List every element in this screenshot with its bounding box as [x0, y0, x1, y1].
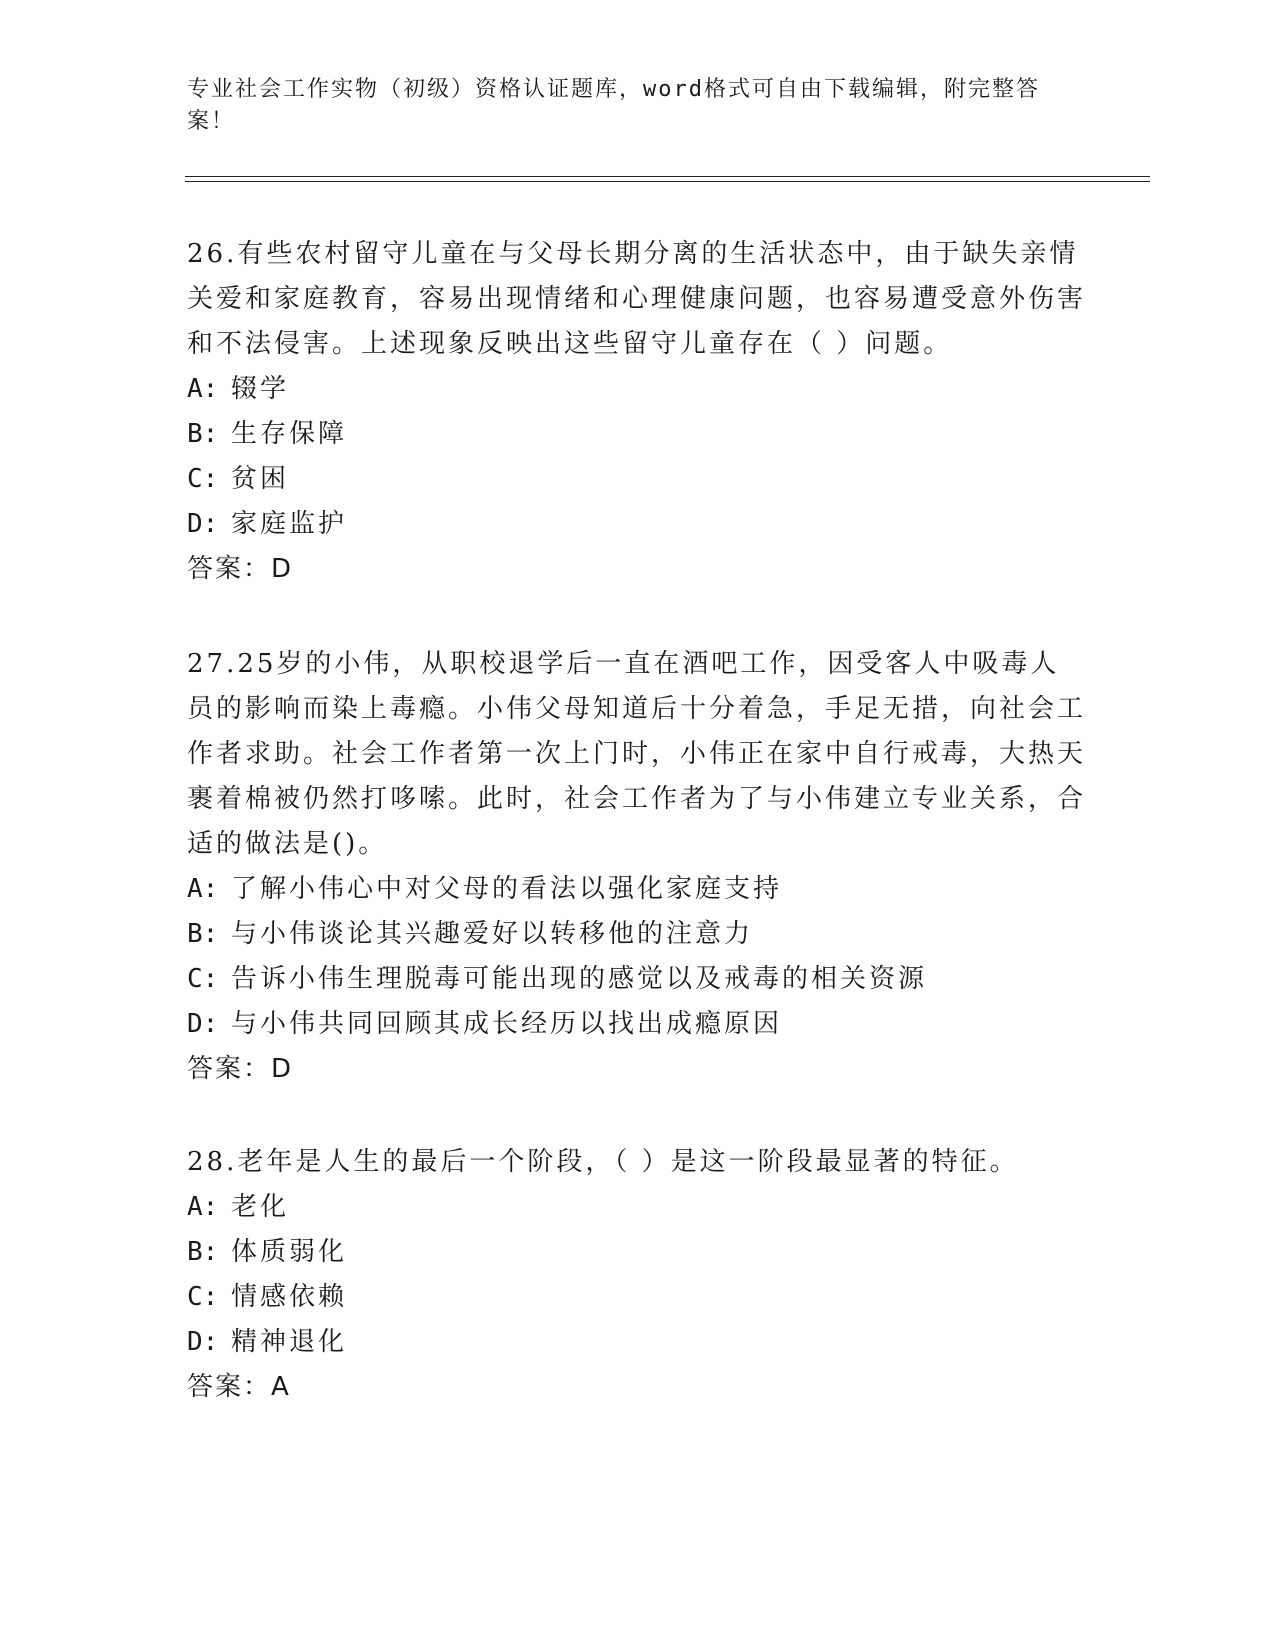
question-27 — [187, 642, 1087, 1092]
option-d — [187, 1002, 1087, 1047]
option-text: 生存保障 — [231, 419, 348, 449]
option-b — [187, 1230, 1087, 1275]
document-header — [187, 74, 1067, 138]
option-key: B: — [187, 919, 219, 949]
option-text: 与小伟谈论其兴趣爱好以转移他的注意力 — [231, 919, 754, 949]
question-stem: 26.有些农村留守儿童在与父母长期分离的生活状态中，由于缺失亲情关爱和家庭教育，容易出现情绪和心理健康问题，也容易遭受意外伤害和不法侵害。上述现象反映出这些留守儿童存在（ ）问题。 — [187, 239, 1087, 359]
header-divider-bottom — [185, 181, 1150, 182]
option-text: 贫困 — [231, 464, 290, 494]
option-key: C: — [187, 464, 219, 494]
option-text: 情感依赖 — [231, 1282, 348, 1312]
option-text: 与小伟共同回顾其成长经历以找出成瘾原因 — [231, 1009, 783, 1039]
option-key: B: — [187, 1237, 219, 1267]
option-a — [187, 867, 1087, 912]
option-text: 家庭监护 — [231, 509, 348, 539]
option-key: A: — [187, 1192, 219, 1222]
option-key: C: — [187, 1282, 219, 1312]
answer: 答案：D — [187, 1054, 294, 1084]
answer: 答案：D — [187, 554, 294, 584]
header-title-line1: 专业社会工作实物（初级）资格认证题库，word格式可自由下载编辑，附完整答 — [187, 77, 1040, 102]
option-key: A: — [187, 874, 219, 904]
option-text: 辍学 — [231, 374, 290, 404]
answer: 答案：A — [187, 1372, 291, 1402]
option-a — [187, 1185, 1087, 1230]
option-key: B: — [187, 419, 219, 449]
question-stem: 28.老年是人生的最后一个阶段，（ ）是这一阶段最显著的特征。 — [187, 1147, 1019, 1177]
option-c — [187, 957, 1087, 1002]
option-d — [187, 502, 1087, 547]
header-divider-top — [185, 176, 1150, 177]
option-text: 告诉小伟生理脱毒可能出现的感觉以及戒毒的相关资源 — [231, 964, 928, 994]
option-key: C: — [187, 964, 219, 994]
option-b — [187, 912, 1087, 957]
option-text: 精神退化 — [231, 1327, 348, 1357]
option-key: D: — [187, 509, 219, 539]
option-d — [187, 1320, 1087, 1365]
option-c — [187, 457, 1087, 502]
option-key: D: — [187, 1327, 219, 1357]
question-stem: 27.25岁的小伟，从职校退学后一直在酒吧工作，因受客人中吸毒人员的影响而染上毒瘾。小伟父母知道后十分着急，手足无措，向社会工作者求助。社会工作者第一次上门时，小伟正在家中自行戒毒，大热天裹着棉被仍然打哆嗦。此时，社会工作者为了与小伟建立专业关系，合适的做法是()。 — [187, 649, 1087, 859]
option-text: 老化 — [231, 1192, 290, 1222]
option-a — [187, 367, 1087, 412]
header-title-line2: 案！ — [187, 109, 236, 134]
question-26 — [187, 232, 1087, 592]
option-text: 体质弱化 — [231, 1237, 348, 1267]
option-key: A: — [187, 374, 219, 404]
question-28 — [187, 1140, 1087, 1410]
option-b — [187, 412, 1087, 457]
option-text: 了解小伟心中对父母的看法以强化家庭支持 — [231, 874, 783, 904]
option-c — [187, 1275, 1087, 1320]
option-key: D: — [187, 1009, 219, 1039]
